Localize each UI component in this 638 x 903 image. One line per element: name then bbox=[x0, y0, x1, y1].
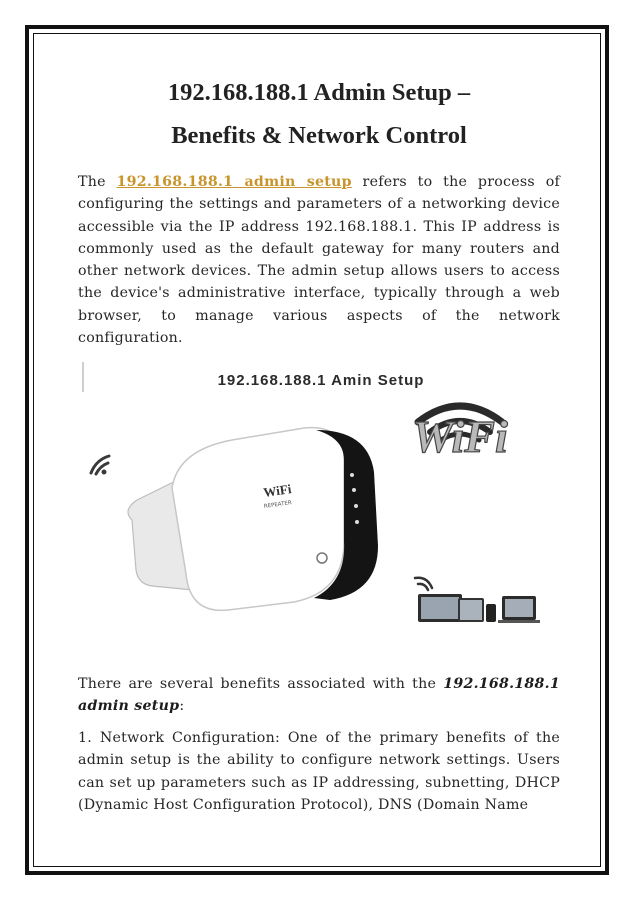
benefits-intro bbox=[78, 673, 560, 718]
intro-paragraph bbox=[78, 171, 560, 349]
benefits-intro-end: : bbox=[179, 698, 185, 715]
device-screens-icon bbox=[418, 594, 540, 623]
figure-caption: 192.168.188.1 Amin Setup bbox=[217, 372, 425, 389]
svg-text:REPEATER: REPEATER bbox=[263, 500, 293, 510]
intro-body: refers to the process of configuring the settings and parameters of a networking device accessible via the IP address 192.168.188.1. This IP address is commonly used as the default gateway for many routers and other network devices. The admin setup allows users to access the device's administrative interface, typically through a web browser, to manage various aspects of the network configuration. bbox=[78, 174, 560, 347]
small-wifi-icon bbox=[415, 578, 432, 590]
page-title-line1: 192.168.188.1 Admin Setup – bbox=[167, 79, 471, 106]
wifi-logo-text: WiFi bbox=[412, 411, 508, 462]
page-title-line2: Benefits & Network Control bbox=[171, 122, 467, 149]
repeater-device bbox=[128, 428, 378, 611]
intro-lead: The bbox=[78, 174, 106, 190]
admin-setup-link[interactable]: 192.168.188.1 admin setup bbox=[116, 174, 352, 190]
benefits-emphasis: 192.168.188.1 admin setup bbox=[78, 676, 560, 715]
benefit-item-1: 1. Network Configuration: One of the primary benefits of the admin setup is the ability to configure network settings. Users can set up parameters such as IP addressing, subnetting, DHCP (Dynamic Host Configuration Protocol), DNS (Domain Name bbox=[78, 730, 560, 813]
repeater-illustration bbox=[82, 360, 560, 632]
benefits-intro-text: There are several benefits associated with the bbox=[78, 676, 437, 692]
wifi-signal-icon bbox=[91, 456, 109, 475]
repeater-figure bbox=[82, 360, 560, 632]
svg-text:WiFi: WiFi bbox=[262, 481, 293, 500]
